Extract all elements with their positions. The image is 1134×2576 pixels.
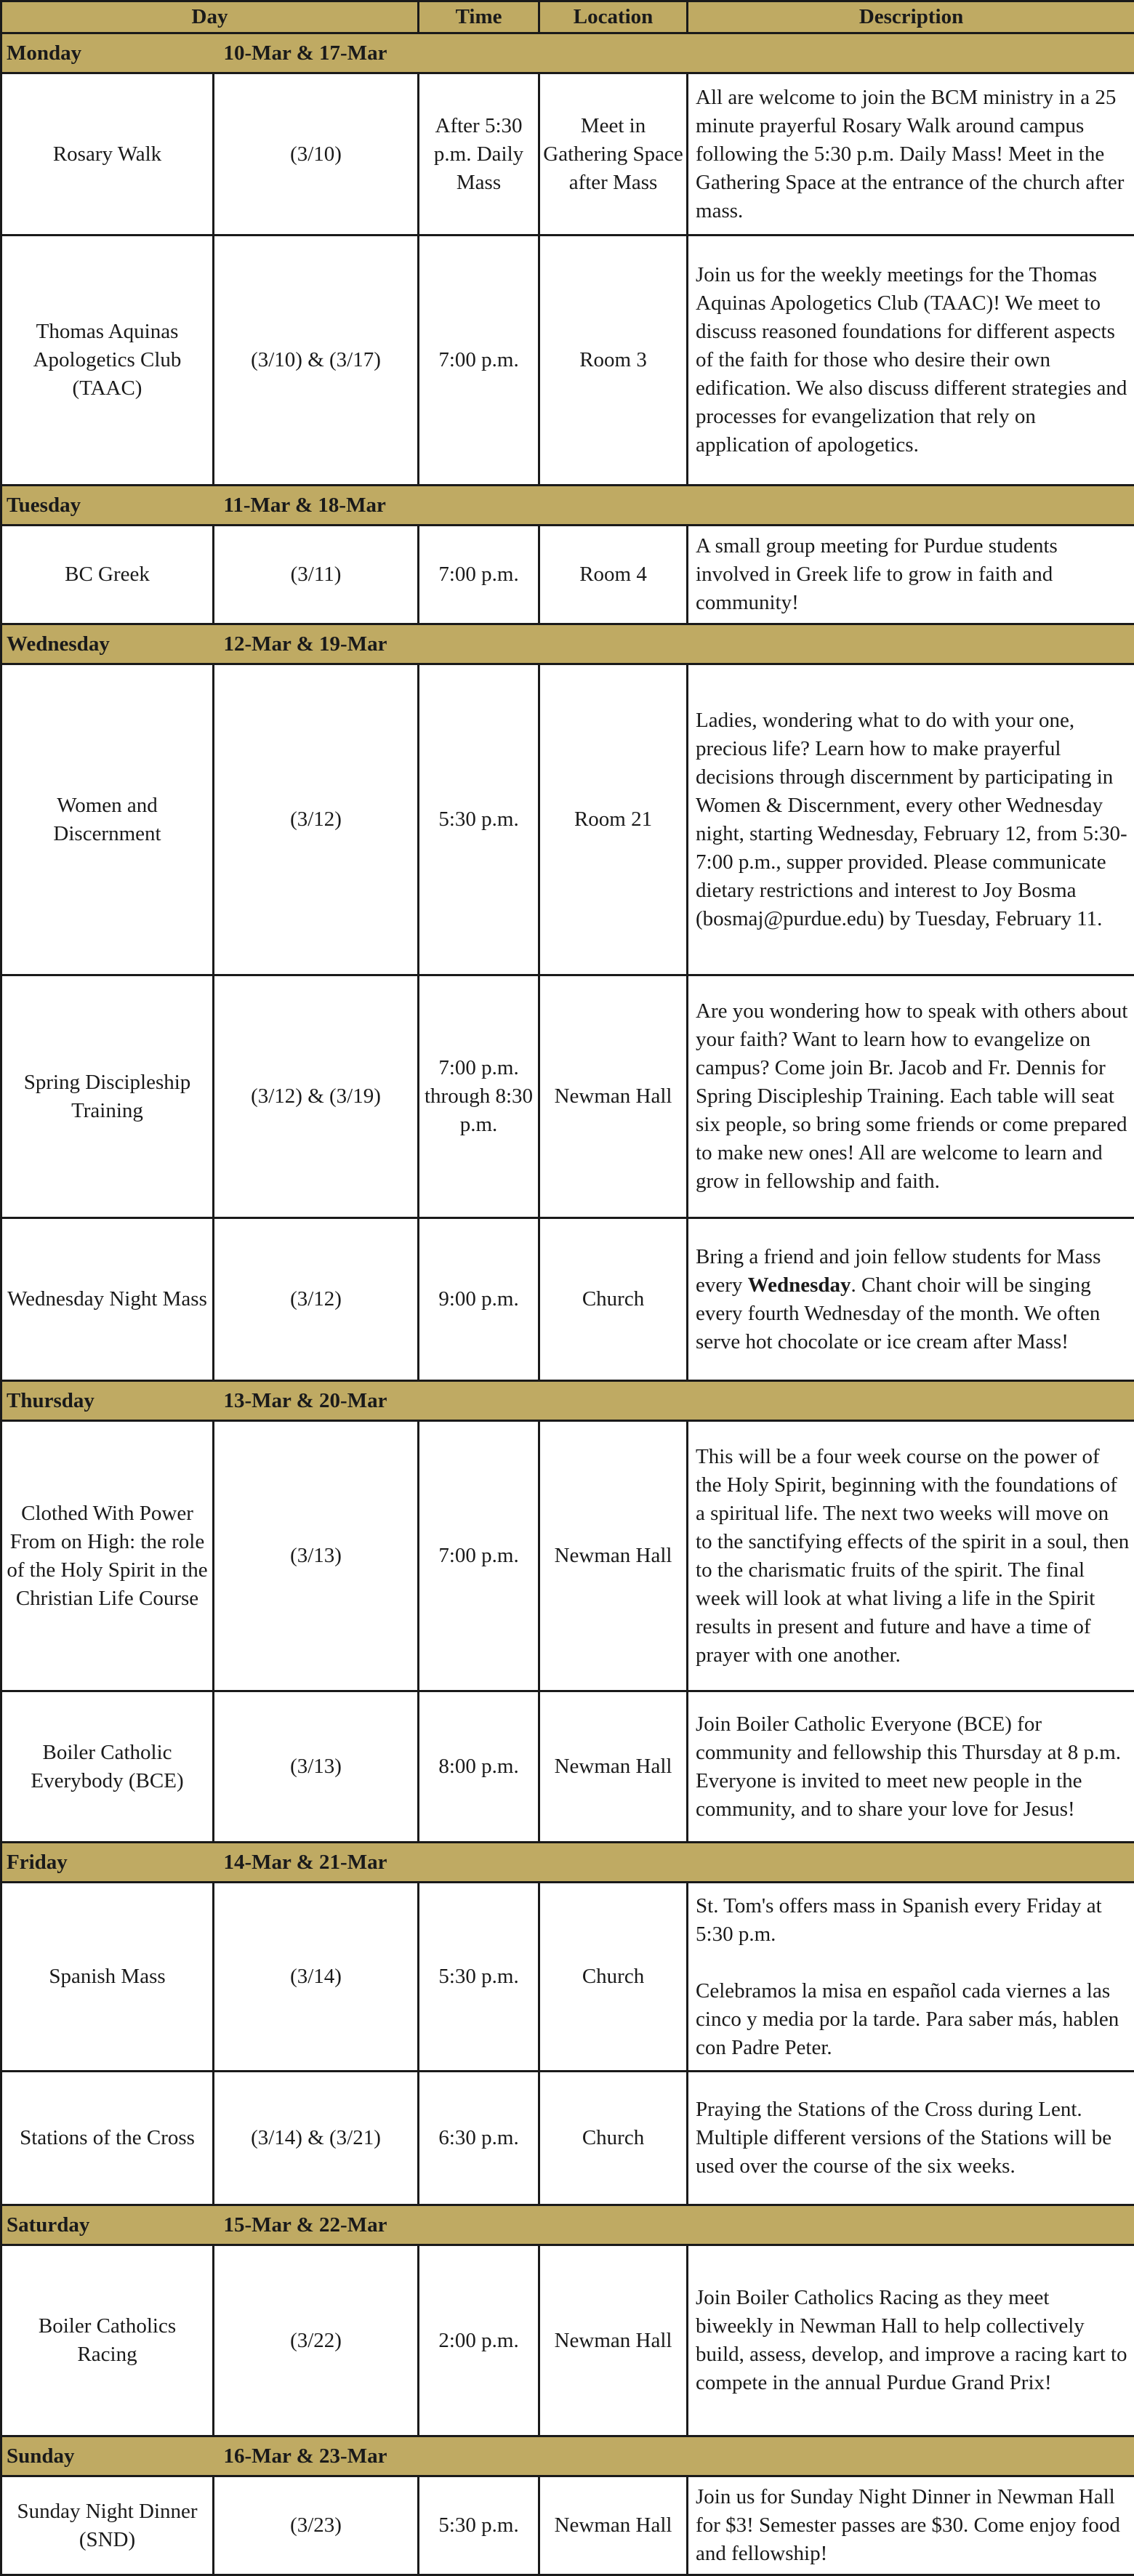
event-row	[1, 2245, 1134, 2436]
day-row-tuesday	[1, 486, 1134, 526]
event-description: Join Boiler Catholic Everyone (BCE) for community and fellowship this Thursday at 8 p.m. Everyone is invited to meet new people in the community, and to share your love for Jesus!	[688, 1691, 1134, 1843]
day-name: Wednesday	[1, 624, 214, 664]
header-day: Day	[1, 1, 419, 33]
day-name: Friday	[1, 1843, 214, 1883]
event-name: Boiler Catholic Everybody (BCE)	[1, 1691, 214, 1843]
event-name: Rosary Walk	[1, 73, 214, 236]
event-date: (3/13)	[214, 1421, 419, 1691]
day-date-range: 14-Mar & 21-Mar	[214, 1843, 419, 1883]
event-row	[1, 1691, 1134, 1843]
event-row	[1, 664, 1134, 975]
event-name: Wednesday Night Mass	[1, 1218, 214, 1381]
event-name: BC Greek	[1, 526, 214, 624]
event-location: Church	[539, 2072, 688, 2205]
header-description: Description	[688, 1, 1134, 33]
event-description: Praying the Stations of the Cross during Lent. Multiple different versions of the Stations will be used over the course of the six weeks.	[688, 2072, 1134, 2205]
event-date: (3/11)	[214, 526, 419, 624]
day-name: Saturday	[1, 2205, 214, 2245]
event-time: 7:00 p.m.	[419, 526, 539, 624]
event-date: (3/22)	[214, 2245, 419, 2436]
event-time: 8:00 p.m.	[419, 1691, 539, 1843]
event-location: Room 3	[539, 236, 688, 486]
event-description: Ladies, wondering what to do with your one, precious life? Learn how to make prayerful decisions through discernment by participating in Women & Discernment, every other Wednesday night, starting Wednesday, February 12, from 5:30-7:00 p.m., supper provided. Please communicate dietary restrictions and interest to Joy Bosma (bosmaj@purdue.edu) by Tuesday, February 11.	[688, 664, 1134, 975]
event-time: 7:00 p.m. through 8:30 p.m.	[419, 975, 539, 1218]
day-date-range: 15-Mar & 22-Mar	[214, 2205, 419, 2245]
event-description: A small group meeting for Purdue students involved in Greek life to grow in faith and community!	[688, 526, 1134, 624]
day-name: Tuesday	[1, 486, 214, 526]
header-time: Time	[419, 1, 539, 33]
header-row	[1, 1, 1134, 33]
event-location: Newman Hall	[539, 1421, 688, 1691]
day-row-wednesday	[1, 624, 1134, 664]
day-row-thursday	[1, 1381, 1134, 1421]
event-location: Newman Hall	[539, 975, 688, 1218]
event-row	[1, 1421, 1134, 1691]
event-row	[1, 2476, 1134, 2575]
event-time: 5:30 p.m.	[419, 664, 539, 975]
event-row	[1, 526, 1134, 624]
event-description: All are welcome to join the BCM ministry in a 25 minute prayerful Rosary Walk around campus following the 5:30 p.m. Daily Mass! Meet in the Gathering Space at the entrance of the church after mass.	[688, 73, 1134, 236]
event-row	[1, 73, 1134, 236]
event-time: 6:30 p.m.	[419, 2072, 539, 2205]
event-date: (3/14) & (3/21)	[214, 2072, 419, 2205]
event-location: Newman Hall	[539, 2245, 688, 2436]
event-row	[1, 975, 1134, 1218]
event-date: (3/12) & (3/19)	[214, 975, 419, 1218]
day-name: Monday	[1, 33, 214, 73]
event-location: Church	[539, 1883, 688, 2072]
event-time: 9:00 p.m.	[419, 1218, 539, 1381]
event-description: Join Boiler Catholics Racing as they meet biweekly in Newman Hall to help collectively build, assess, develop, and improve a racing kart to compete in the annual Purdue Grand Prix!	[688, 2245, 1134, 2436]
day-name: Sunday	[1, 2436, 214, 2476]
event-date: (3/23)	[214, 2476, 419, 2575]
event-description: This will be a four week course on the power of the Holy Spirit, beginning with the foundations of a spiritual life. The next two weeks will move on to the sanctifying effects of the spirit in a soul, then to the charismatic fruits of the spirit. The final week will look at what living a life in the Spirit results in present and future and have a time of prayer with one another.	[688, 1421, 1134, 1691]
description-text: . Chant choir will be singing every fourth Wednesday of the month. We often serve hot chocolate or ice cream after Mass!	[696, 1273, 1100, 1353]
event-name: Sunday Night Dinner (SND)	[1, 2476, 214, 2575]
event-date: (3/12)	[214, 664, 419, 975]
event-row	[1, 2072, 1134, 2205]
event-date: (3/10)	[214, 73, 419, 236]
description-emphasis: Wednesday	[748, 1273, 851, 1297]
event-name: Stations of the Cross	[1, 2072, 214, 2205]
event-location: Room 4	[539, 526, 688, 624]
event-description: Join us for Sunday Night Dinner in Newman Hall for $3! Semester passes are $30. Come enjoy food and fellowship!	[688, 2476, 1134, 2575]
event-description: Join us for the weekly meetings for the Thomas Aquinas Apologetics Club (TAAC)! We meet to discuss reasoned foundations for different aspects of the faith for those who desire their own edification. We also discuss different strategies and processes for evangelization that rely on application of apologetics.	[688, 236, 1134, 486]
day-date-range: 12-Mar & 19-Mar	[214, 624, 419, 664]
event-description	[688, 1218, 1134, 1381]
event-row	[1, 236, 1134, 486]
event-time: After 5:30 p.m. Daily Mass	[419, 73, 539, 236]
event-location: Newman Hall	[539, 1691, 688, 1843]
event-name: Spring Discipleship Training	[1, 975, 214, 1218]
day-date-range: 13-Mar & 20-Mar	[214, 1381, 419, 1421]
event-time: 7:00 p.m.	[419, 236, 539, 486]
day-row-friday	[1, 1843, 1134, 1883]
day-date-range: 11-Mar & 18-Mar	[214, 486, 419, 526]
event-description	[688, 1883, 1134, 2072]
event-row	[1, 1883, 1134, 2072]
description-text: Bring a friend and join fellow students for Mass every	[696, 1245, 1101, 1297]
description-text: St. Tom's offers mass in Spanish every Friday at 5:30 p.m.	[696, 1892, 1130, 1949]
event-location: Church	[539, 1218, 688, 1381]
day-row-saturday	[1, 2205, 1134, 2245]
event-location: Meet in Gathering Space after Mass	[539, 73, 688, 236]
event-row	[1, 1218, 1134, 1381]
event-location: Newman Hall	[539, 2476, 688, 2575]
day-row-sunday	[1, 2436, 1134, 2476]
event-date: (3/14)	[214, 1883, 419, 2072]
event-time: 5:30 p.m.	[419, 1883, 539, 2072]
event-time: 2:00 p.m.	[419, 2245, 539, 2436]
event-date: (3/10) & (3/17)	[214, 236, 419, 486]
event-name: Thomas Aquinas Apologetics Club (TAAC)	[1, 236, 214, 486]
event-description: Are you wondering how to speak with others about your faith? Want to learn how to evangelize on campus? Come join Br. Jacob and Fr. Dennis for Spring Discipleship Training. Each table will seat six people, so bring some friends or come prepared to make new ones! All are welcome to learn and grow in fellowship and faith.	[688, 975, 1134, 1218]
day-date-range: 10-Mar & 17-Mar	[214, 33, 419, 73]
event-time: 5:30 p.m.	[419, 2476, 539, 2575]
day-row-monday	[1, 33, 1134, 73]
day-name: Thursday	[1, 1381, 214, 1421]
event-name: Clothed With Power From on High: the role of the Holy Spirit in the Christian Life Course	[1, 1421, 214, 1691]
description-text-spanish: Celebramos la misa en español cada viernes a las cinco y media por la tarde. Para saber más, hablen con Padre Peter.	[696, 1977, 1130, 2062]
event-date: (3/12)	[214, 1218, 419, 1381]
event-name: Spanish Mass	[1, 1883, 214, 2072]
event-location: Room 21	[539, 664, 688, 975]
event-name: Boiler Catholics Racing	[1, 2245, 214, 2436]
header-location: Location	[539, 1, 688, 33]
event-date: (3/13)	[214, 1691, 419, 1843]
event-time: 7:00 p.m.	[419, 1421, 539, 1691]
day-date-range: 16-Mar & 23-Mar	[214, 2436, 419, 2476]
event-name: Women and Discernment	[1, 664, 214, 975]
